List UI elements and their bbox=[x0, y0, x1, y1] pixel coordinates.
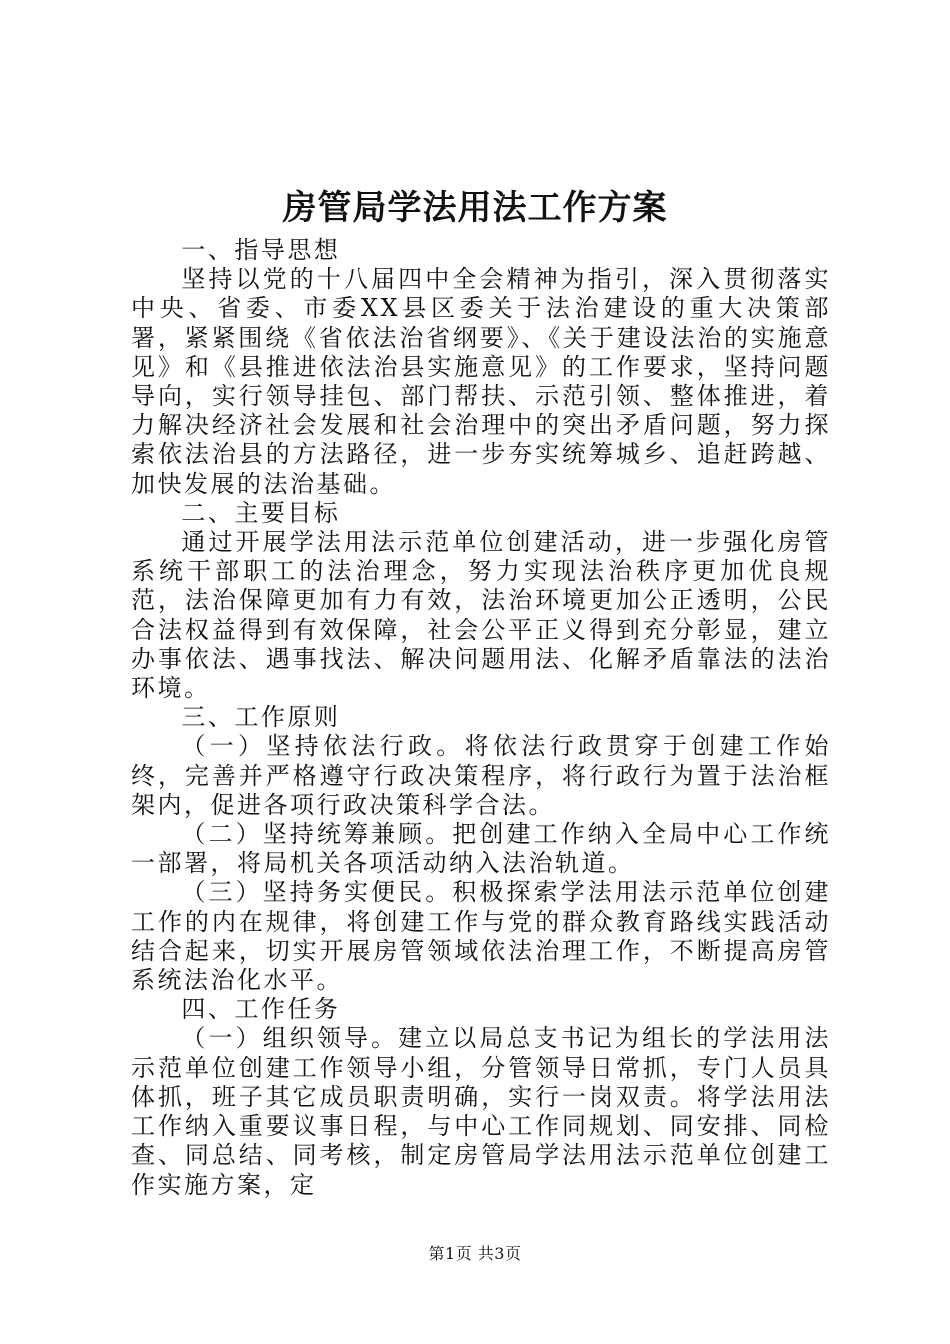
section-heading: 四、工作任务 bbox=[181, 995, 341, 1024]
body-paragraph: （一）坚持依法行政。将依法行政贯穿于创建工作始终，完善并严格遵守行政决策程序，将行政行为置于法治框架内，促进各项行政决策科学合法。 bbox=[131, 732, 831, 819]
section-heading: 二、主要目标 bbox=[181, 498, 341, 527]
page-footer: 第1页 共3页 bbox=[428, 1244, 522, 1263]
body-paragraph: （二）坚持统筹兼顾。把创建工作纳入全局中心工作统一部署，将局机关各项活动纳入法治轨道。 bbox=[131, 820, 831, 878]
section-heading: 三、工作原则 bbox=[181, 703, 341, 732]
body-paragraph: 坚持以党的十八届四中全会精神为指引，深入贯彻落实中央、省委、市委XX县区委关于法治建设的重大决策部署，紧紧围绕《省依法治省纲要》、《关于建设法治的实施意见》和《县推进依法治县实施意见》的工作要求，坚持问题导向，实行领导挂包、部门帮扶、示范引领、整体推进，着力解决经济社会发展和社会治理中的突出矛盾问题，努力探索依法治县的方法路径，进一步夯实统筹城乡、追赶跨越、加快发展的法治基础。 bbox=[131, 265, 831, 498]
body-paragraph: 通过开展学法用法示范单位创建活动，进一步强化房管系统干部职工的法治理念，努力实现法治秩序更加优良规范，法治保障更加有力有效，法治环境更加公正透明，公民合法权益得到有效保障，社会公平正义得到充分彰显，建立办事依法、遇事找法、解决问题用法、化解矛盾靠法的法治环境。 bbox=[131, 528, 831, 703]
body-paragraph: （三）坚持务实便民。积极探索学法用法示范单位创建工作的内在规律，将创建工作与党的群众教育路线实践活动结合起来，切实开展房管领域依法治理工作，不断提高房管系统法治化水平。 bbox=[131, 878, 831, 995]
body-paragraph: （一）组织领导。建立以局总支书记为组长的学法用法示范单位创建工作领导小组，分管领导日常抓，专门人员具体抓，班子其它成员职责明确，实行一岗双责。将学法用法工作纳入重要议事日程，与中心工作同规划、同安排、同检查、同总结、同考核，制定房管局学法用法示范单位创建工作实施方案，定 bbox=[131, 1024, 831, 1199]
section-heading: 一、指导思想 bbox=[181, 236, 341, 264]
document-body bbox=[131, 236, 831, 1200]
document-title: 房管局学法用法工作方案 bbox=[282, 188, 668, 228]
